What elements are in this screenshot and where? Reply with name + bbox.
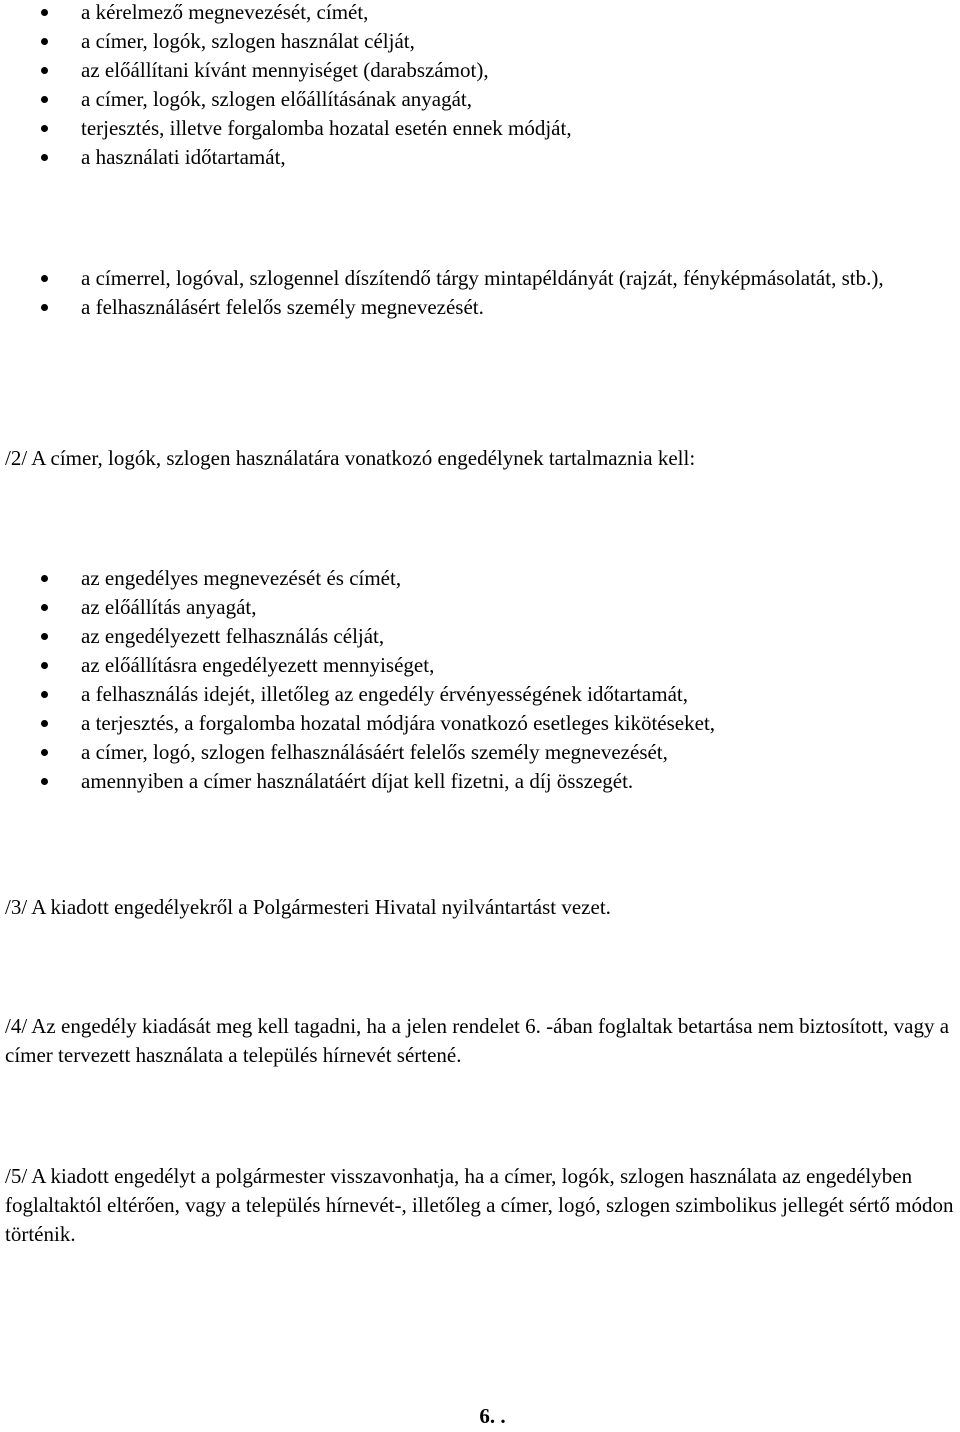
paragraph-2: /2/ A címer, logók, szlogen használatára vonatkozó engedélynek tartalmaznia kell: <box>5 446 696 470</box>
paragraph-4: /4/ Az engedély kiadását meg kell tagadni, ha a jelen rendelet 6. -ában foglaltak betartása nem biztosított, vagy a címer tervezett használata a település hírnevét sértené. <box>5 1014 950 1067</box>
list-item: amennyiben a címer használatáért díjat kell fizetni, a díj összegét. <box>0 767 950 796</box>
applicant-requirements-list <box>0 0 950 172</box>
section-heading: 6. . <box>479 1404 506 1428</box>
applicant-requirements-list-continued <box>0 264 950 322</box>
paragraph-5: /5/ A kiadott engedélyt a polgármester visszavonhatja, ha a címer, logók, szlogen használata az engedélyben foglaltaktól eltérően, vagy a település hírnevét-, illetőleg a címer, logó, szlogen szimbolikus jellegét sértő módon történik. <box>5 1164 954 1246</box>
list-item: a címerrel, logóval, szlogennel díszítendő tárgy mintapéldányát (rajzát, fényképmásolatát, stb.), <box>0 264 950 293</box>
list-item: az előállítani kívánt mennyiséget (darabszámot), <box>0 56 950 85</box>
list-item: az engedélyes megnevezését és címét, <box>0 564 950 593</box>
list-item: a felhasználás idejét, illetőleg az engedély érvényességének időtartamát, <box>0 680 950 709</box>
list-item: az előállításra engedélyezett mennyiséget, <box>0 651 950 680</box>
list-item: a terjesztés, a forgalomba hozatal módjára vonatkozó esetleges kikötéseket, <box>0 709 950 738</box>
list-item: az előállítás anyagát, <box>0 593 950 622</box>
list-item: a használati időtartamát, <box>0 143 950 172</box>
list-item: a felhasználásért felelős személy megnevezését. <box>0 293 950 322</box>
permit-contents-list <box>0 564 950 796</box>
list-item: a címer, logók, szlogen előállításának anyagát, <box>0 85 950 114</box>
list-item: a címer, logók, szlogen használat célját, <box>0 27 950 56</box>
list-item: az engedélyezett felhasználás célját, <box>0 622 950 651</box>
paragraph-3: /3/ A kiadott engedélyekről a Polgármesteri Hivatal nyilvántartást vezet. <box>5 895 611 919</box>
list-item: terjesztés, illetve forgalomba hozatal esetén ennek módját, <box>0 114 950 143</box>
list-item: a címer, logó, szlogen felhasználásáért felelős személy megnevezését, <box>0 738 950 767</box>
list-item: a kérelmező megnevezését, címét, <box>0 0 950 27</box>
